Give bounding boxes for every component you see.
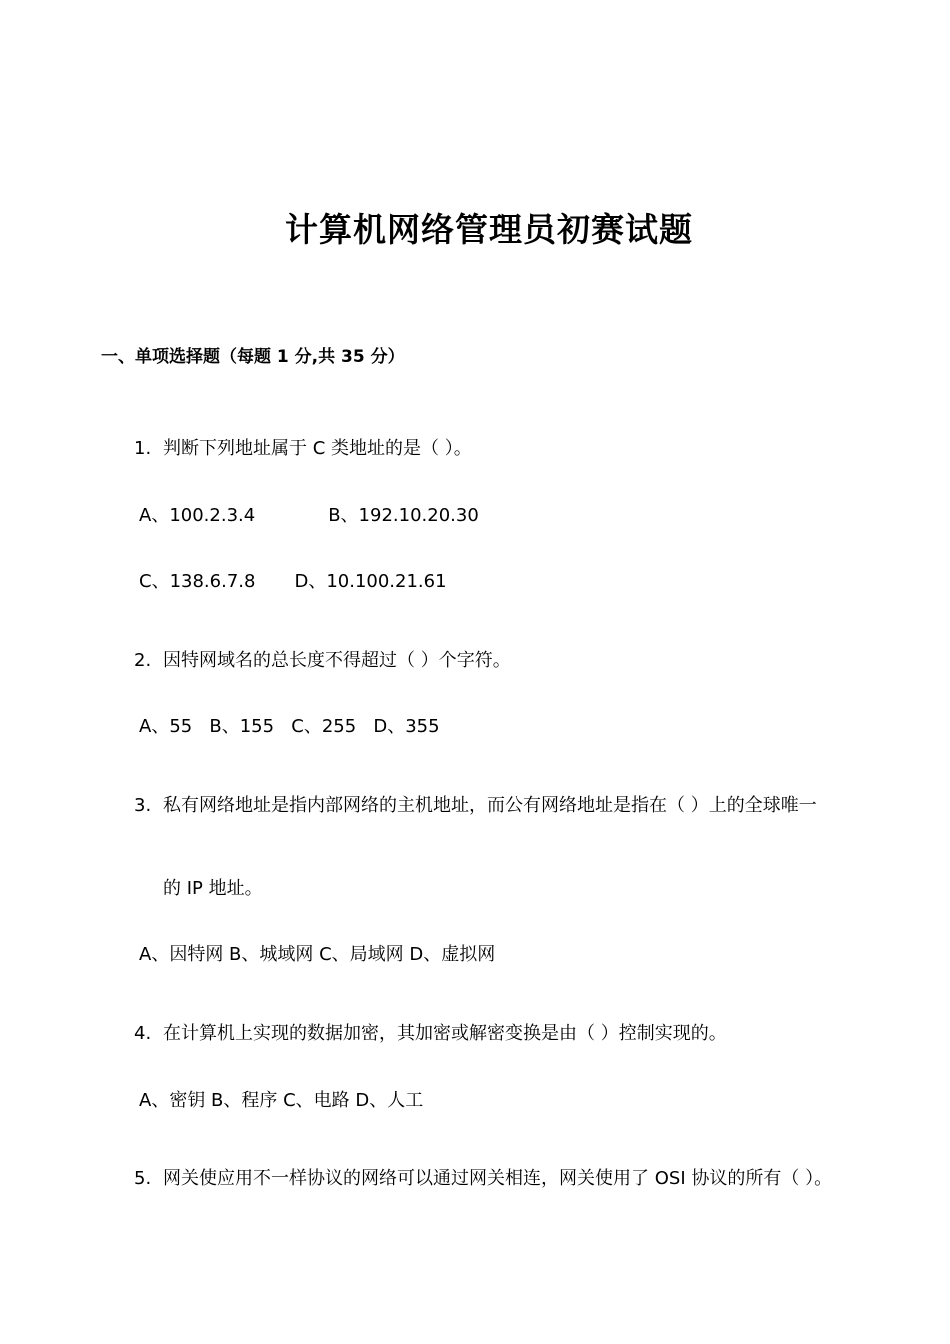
- question-text: 因特网域名的总长度不得超过（ ）个字符。: [163, 650, 511, 671]
- question-text: 判断下列地址属于 C 类地址的是（ ）。: [163, 438, 472, 459]
- question-number: 2.: [134, 650, 152, 671]
- question-2-options: A、55 B、155 C、255 D、355: [139, 716, 440, 737]
- question-text: 在计算机上实现的数据加密，其加密或解密变换是由（ ）控制实现的。: [163, 1023, 727, 1044]
- question-text: 网关使应用不一样协议的网络可以通过网关相连，网关使用了 OSI 协议的所有（ ）。: [163, 1168, 833, 1189]
- question-4: [134, 1019, 727, 1045]
- exam-title: 计算机网络管理员初赛试题: [285, 210, 693, 249]
- option-a: A、100.2.3.4: [139, 505, 256, 526]
- question-number: 5.: [134, 1168, 152, 1189]
- question-number: 4.: [134, 1023, 152, 1044]
- question-3-options: A、因特网 B、城域网 C、局域网 D、虚拟网: [139, 944, 496, 965]
- question-3: [134, 791, 817, 817]
- option-c: C、138.6.7.8: [139, 571, 256, 592]
- option-b: B、192.10.20.30: [328, 505, 479, 526]
- question-3-continuation: 的 IP 地址。: [163, 878, 263, 899]
- question-number: 1.: [134, 438, 152, 459]
- question-1: [134, 434, 472, 460]
- question-4-options: A、密钥 B、程序 C、电路 D、人工: [139, 1090, 424, 1111]
- question-5: [134, 1164, 832, 1190]
- question-2: [134, 646, 511, 672]
- question-number: 3.: [134, 795, 152, 816]
- option-d: D、10.100.21.61: [294, 571, 447, 592]
- question-1-options-line-2: [139, 567, 447, 593]
- question-1-options-line-1: [139, 501, 479, 527]
- section-heading: 一、单项选择题（每题 1 分,共 35 分）: [101, 347, 405, 367]
- question-text: 私有网络地址是指内部网络的主机地址，而公有网络地址是指在（ ）上的全球唯一: [163, 795, 817, 816]
